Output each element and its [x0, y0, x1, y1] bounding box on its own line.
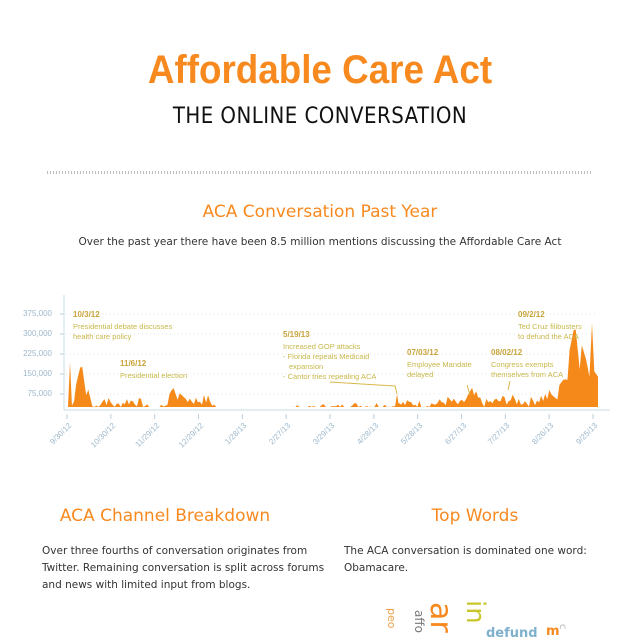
y-axis-tick-label: 375,000	[23, 309, 52, 318]
annotation-date: 11/6/12	[120, 359, 147, 368]
word-cloud-word: in	[460, 600, 490, 624]
annotation-text: Employee Mandate	[407, 360, 472, 369]
top-words-section-description	[344, 543, 634, 577]
annotation-date: 10/3/12	[73, 310, 100, 319]
word-cloud-word: m	[546, 624, 560, 639]
annotation-gop-attacks	[283, 330, 376, 382]
annotation-date: 5/19/13	[283, 330, 310, 339]
x-axis-tick-label: 5/28/13	[398, 421, 425, 447]
description-line: Over three fourths of conversation originates from	[42, 545, 308, 557]
annotation-date: 08/02/12	[491, 348, 523, 357]
annotation-date: 07/03/12	[407, 348, 439, 357]
x-axis-tick-label: 4/28/13	[354, 421, 381, 447]
annotation-text: Congress exempts	[491, 360, 554, 369]
page-subtitle: THE ONLINE CONVERSATION	[172, 104, 468, 129]
dotted-divider	[47, 171, 593, 174]
annotation-text: Presidential debate discusses	[73, 322, 173, 331]
description-line: Obamacare.	[344, 562, 409, 574]
y-axis-tick-label: 300,000	[23, 329, 52, 338]
annotation-text: Increased GOP attacks	[283, 342, 361, 351]
word-cloud	[380, 600, 640, 640]
x-axis-tick-label: 9/25/13	[574, 421, 600, 447]
top-words-section-title: Top Words	[431, 506, 519, 526]
annotation-text: Ted Cruz filibusters	[518, 322, 582, 331]
x-axis-tick-label: 3/29/13	[311, 421, 337, 447]
word-cloud-word: ar	[423, 602, 458, 633]
x-axis-tick-label: 10/30/12	[88, 421, 118, 450]
annotation-text: health care policy	[73, 332, 132, 341]
annotation-text: Presidential election	[120, 371, 188, 380]
word-cloud-word: c	[557, 624, 568, 630]
annotation-debate	[73, 310, 172, 342]
word-cloud-word: defund	[486, 626, 538, 640]
x-axis-tick-label: 2/27/13	[267, 421, 293, 447]
annotation-text: themselves from ACA	[491, 370, 564, 379]
x-axis-tick-label: 7/27/13	[486, 421, 512, 447]
x-axis-tick-label: 11/29/12	[133, 421, 162, 449]
x-axis-tick-label: 8/26/13	[530, 421, 556, 447]
y-axis-tick-label: 225,000	[23, 349, 52, 358]
x-axis-tick-label: 12/29/12	[176, 421, 205, 450]
y-axis-tick-label: 150,000	[23, 369, 52, 378]
annotation-election	[120, 359, 187, 381]
conversation-section-title: ACA Conversation Past Year	[202, 202, 438, 222]
conversation-section-description: Over the past year there have been 8.5 million mentions discussing the Affordable Care Act	[78, 236, 562, 248]
annotation-text: expansion	[289, 362, 324, 371]
x-axis-tick-label: 9/30/12	[48, 421, 74, 447]
page-title: Affordable Care Act	[147, 48, 493, 92]
conversation-area-chart	[0, 290, 640, 470]
annotation-cruz-filibuster	[518, 310, 582, 342]
annotation-employee-mandate	[407, 348, 472, 380]
word-cloud-word: peo	[385, 608, 398, 629]
channel-section-title: ACA Channel Breakdown	[59, 506, 271, 526]
description-line: The ACA conversation is dominated one word:	[344, 545, 587, 557]
x-axis-tick-label: 6/27/13	[442, 421, 468, 447]
x-axis-tick-label: 1/28/13	[223, 421, 249, 447]
annotation-text: delayed	[407, 370, 434, 379]
annotation-text: - Cantor tries repealing ACA	[283, 372, 377, 381]
annotation-congress-exempts	[491, 348, 563, 380]
y-axis-tick-label: 75,000	[27, 389, 52, 398]
annotation-text: - Florida repeals Medicaid	[283, 352, 370, 361]
channel-section-description	[42, 543, 342, 594]
word-cloud-word: affo	[412, 610, 426, 633]
annotation-text: to defund the ACA	[518, 332, 579, 341]
description-line: and news with limited input from blogs.	[42, 579, 251, 591]
annotation-date: 09/2/12	[518, 310, 545, 319]
description-line: Twitter. Remaining conversation is split across forums	[42, 562, 325, 574]
